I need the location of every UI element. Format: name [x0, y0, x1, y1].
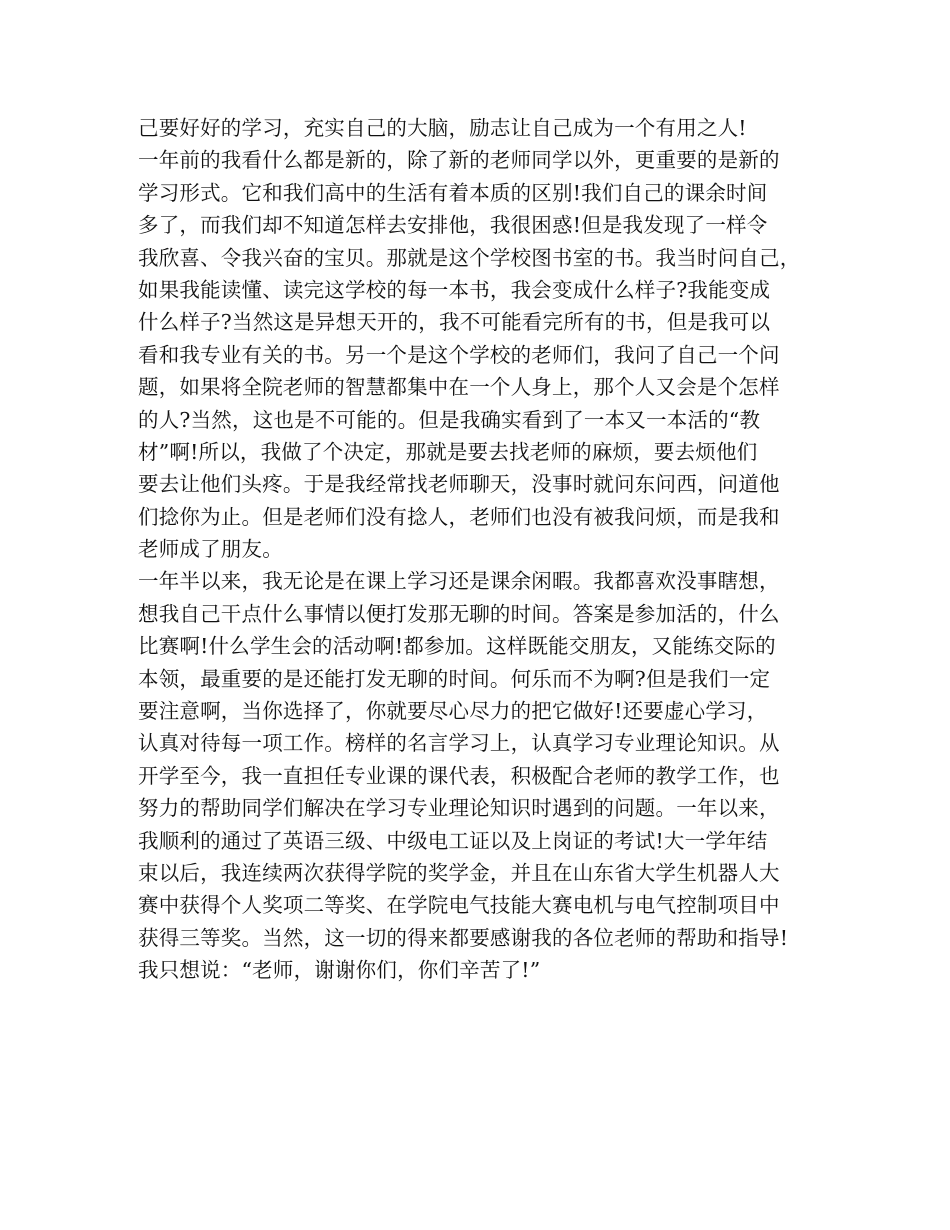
text-line: 获得三等奖。当然，这一切的得来都要感谢我的各位老师的帮助和指导!	[138, 925, 789, 950]
text-line: 想我自己干点什么事情以便打发那无聊的时间。答案是参加活的，什么	[138, 601, 780, 626]
text-line: 要去让他们头疼。于是我经常找老师聊天，没事时就问东问西，问道他	[138, 472, 780, 497]
text-line: 如果我能读懂、读完这学校的每一本书，我会变成什么样子?我能变成	[138, 277, 771, 302]
text-line: 老师成了朋友。	[138, 537, 283, 562]
text-line: 要注意啊，当你选择了，你就要尽心尽力的把它做好!还要虚心学习，	[138, 699, 768, 724]
text-line: 题，如果将全院老师的智慧都集中在一个人身上，那个人又会是个怎样	[138, 375, 780, 400]
text-line: 我顺利的通过了英语三级、中级电工证以及上岗证的考试!大一学年结	[138, 828, 768, 853]
text-line: 比赛啊!什么学生会的活动啊!都参加。这样既能交朋友，又能练交际的	[138, 634, 776, 659]
text-line: 们捻你为止。但是老师们没有捻人，老师们也没有被我问烦，而是我和	[138, 504, 780, 529]
text-line: 认真对待每一项工作。榜样的名言学习上，认真学习专业理论知识。从	[138, 731, 780, 756]
text-line: 己要好好的学习，充实自己的大脑，励志让自己成为一个有用之人!	[138, 116, 747, 140]
text-line: 努力的帮助同学们解决在学习专业理论知识时遇到的问题。一年以来，	[138, 796, 780, 821]
text-line: 本领，最重要的是还能打发无聊的时间。何乐而不为啊?但是我们一定	[138, 666, 771, 691]
text-line: 赛中获得个人奖项二等奖、在学院电气技能大赛电机与电气控制项目中	[138, 893, 780, 918]
text-line: 学习形式。它和我们高中的生活有着本质的区别!我们自己的课余时间	[138, 180, 768, 205]
document-body	[138, 112, 828, 987]
text-line: 束以后，我连续两次获得学院的奖学金，并且在山东省大学生机器人大	[138, 860, 780, 885]
text-line: 一年半以来，我无论是在课上学习还是课余闲暇。我都喜欢没事瞎想，	[138, 569, 780, 594]
text-line: 我欣喜、令我兴奋的宝贝。那就是这个学校图书室的书。我当时问自己，	[138, 245, 801, 270]
text-line: 什么样子?当然这是异想天开的，我不可能看完所有的书，但是我可以	[138, 310, 771, 335]
text-line: 多了，而我们却不知道怎样去安排他，我很困惑!但是我发现了一样令	[138, 213, 768, 238]
text-line: 一年前的我看什么都是新的，除了新的老师同学以外，更重要的是新的	[138, 148, 780, 173]
text-line: 开学至今，我一直担任专业课的课代表，积极配合老师的教学工作，也	[138, 763, 780, 788]
text-line: 我只想说：“老师，谢谢你们，你们辛苦了!”	[138, 958, 541, 983]
text-line: 材”啊!所以，我做了个决定，那就是要去找老师的麻烦，要去烦他们	[138, 439, 758, 464]
text-line: 看和我专业有关的书。另一个是这个学校的老师们，我问了自己一个问	[138, 342, 780, 367]
text-line: 的人?当然，这也是不可能的。但是我确实看到了一本又一本活的“教	[138, 407, 761, 432]
